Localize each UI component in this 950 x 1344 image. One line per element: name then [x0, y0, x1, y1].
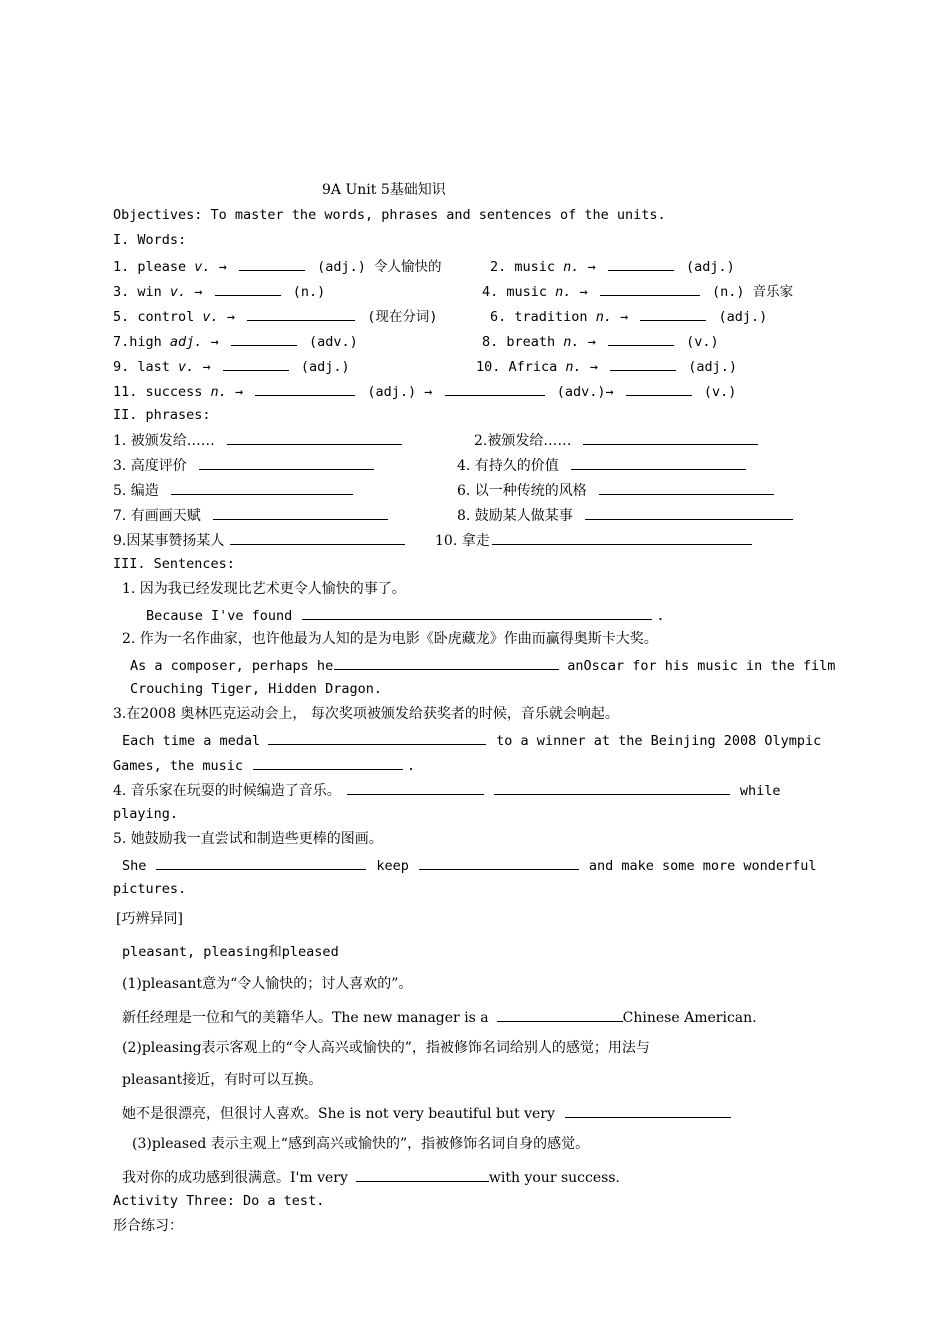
phrase-item-2: 2.被颁发给…… — [474, 430, 762, 450]
sentences-heading: III. Sentences: — [113, 556, 235, 572]
compare-words: pleasant, pleasing和pleased — [122, 944, 339, 960]
objectives: Objectives: To master the words, phrases and sentences of the units. — [113, 207, 666, 223]
sentence-5-chinese: 5. 她鼓励我一直尝试和制造些更棒的图画。 — [113, 831, 383, 847]
answer-blank[interactable] — [608, 256, 674, 271]
phrase-item-9: 9.因某事赞扬某人 — [113, 530, 409, 550]
phrase-item-8: 8. 鼓励某人做某事 — [457, 505, 797, 525]
answer-blank[interactable] — [213, 505, 388, 520]
answer-blank[interactable] — [334, 655, 559, 670]
answer-blank[interactable] — [239, 256, 305, 271]
sentence-4-english-cont: playing. — [113, 806, 179, 822]
answer-blank[interactable] — [302, 605, 652, 620]
answer-blank[interactable] — [253, 755, 403, 770]
phrase-item-10: 10. 拿走 — [435, 530, 756, 550]
answer-blank[interactable] — [247, 306, 355, 321]
answer-blank[interactable] — [497, 1007, 623, 1022]
answer-blank[interactable] — [599, 480, 774, 495]
sentence-1-chinese: 1. 因为我已经发现比艺术更令人愉快的事了。 — [122, 581, 406, 597]
answer-blank[interactable] — [231, 331, 297, 346]
word-item-10: 10. Africa n. → (adj.) — [476, 356, 737, 376]
compare-example-3: 我对你的成功感到很满意。I'm very with your success. — [122, 1167, 620, 1187]
answer-blank[interactable] — [626, 381, 692, 396]
phrases-heading: II. phrases: — [113, 407, 211, 423]
phrase-item-7: 7. 有画画天赋 — [113, 505, 392, 525]
answer-blank[interactable] — [419, 855, 579, 870]
sentence-5-english: She keep and make some more wonderful — [122, 855, 816, 875]
answer-blank[interactable] — [565, 1103, 731, 1118]
answer-blank[interactable] — [583, 430, 758, 445]
answer-blank[interactable] — [585, 505, 793, 520]
sentence-2-chinese: 2. 作为一名作曲家，也许他最为人知的是为电影《卧虎藏龙》作曲而赢得奥斯卡大奖。 — [122, 631, 658, 647]
word-item-1: 1. please v. → (adj.) 令人愉快的 — [113, 256, 442, 276]
answer-blank[interactable] — [268, 730, 486, 745]
answer-blank[interactable] — [571, 455, 746, 470]
answer-blank[interactable] — [600, 281, 700, 296]
sentence-2-english-cont: Crouching Tiger, Hidden Dragon. — [130, 681, 382, 697]
phrase-item-4: 4. 有持久的价值 — [457, 455, 750, 475]
word-item-4: 4. music n. → (n.) 音乐家 — [482, 281, 793, 301]
compare-example-1: 新任经理是一位和气的美籍华人。The new manager is a Chinese American. — [122, 1007, 757, 1027]
phrase-item-5: 5. 编造 — [113, 480, 357, 500]
answer-blank[interactable] — [494, 780, 730, 795]
word-item-8: 8. breath n. → (v.) — [482, 331, 719, 351]
answer-blank[interactable] — [347, 780, 484, 795]
word-item-11: 11. success n. → (adj.) → (adv.)→ (v.) — [113, 381, 736, 401]
answer-blank[interactable] — [156, 855, 366, 870]
sentence-1-english: Because I've found . — [146, 605, 664, 625]
answer-blank[interactable] — [227, 430, 402, 445]
word-item-3: 3. win v. → (n.) — [113, 281, 325, 301]
compare-item-2-cont: pleasant接近，有时可以互换。 — [122, 1072, 323, 1088]
compare-heading: [巧辨异同] — [116, 911, 183, 927]
sentence-2-english: As a composer, perhaps he anOscar for his music in the film — [130, 655, 835, 675]
words-heading: I. Words: — [113, 232, 187, 248]
answer-blank[interactable] — [492, 530, 752, 545]
word-item-2: 2. music n. → (adj.) — [490, 256, 735, 276]
sentence-3-chinese: 3.在2008 奥林匹克运动会上， 每次奖项被颁发给获奖者的时候，音乐就会响起。 — [113, 706, 619, 722]
page-title: 9A Unit 5基础知识 — [322, 182, 446, 198]
answer-blank[interactable] — [608, 331, 674, 346]
answer-blank[interactable] — [356, 1167, 489, 1182]
sentence-3-english: Each time a medal to a winner at the Beinjing 2008 Olympic — [122, 730, 821, 750]
word-item-6: 6. tradition n. → (adj.) — [490, 306, 767, 326]
answer-blank[interactable] — [223, 356, 289, 371]
activity-heading: Activity Three: Do a test. — [113, 1193, 325, 1209]
compare-item-1: (1)pleasant意为“令人愉快的；讨人喜欢的”。 — [122, 976, 413, 992]
answer-blank[interactable] — [199, 455, 374, 470]
word-item-7: 7.high adj. → (adv.) — [113, 331, 358, 351]
answer-blank[interactable] — [215, 281, 281, 296]
answer-blank[interactable] — [230, 530, 405, 545]
answer-blank[interactable] — [171, 480, 353, 495]
answer-blank[interactable] — [610, 356, 676, 371]
compare-item-2: (2)pleasing表示客观上的“令人高兴或愉快的”，指被修饰名词给别人的感觉；用法与 — [122, 1040, 650, 1056]
answer-blank[interactable] — [445, 381, 545, 396]
answer-blank[interactable] — [255, 381, 355, 396]
phrase-item-6: 6. 以一种传统的风格 — [457, 480, 778, 500]
compare-example-2: 她不是很漂亮，但很讨人喜欢。She is not very beautiful but very — [122, 1103, 735, 1123]
practice-heading: 形合练习： — [113, 1218, 183, 1234]
sentence-3-english-cont: Games, the music . — [113, 755, 415, 775]
word-item-9: 9. last v. → (adj.) — [113, 356, 350, 376]
compare-item-3: (3)pleased 表示主观上“感到高兴或愉快的”，指被修饰名词自身的感觉。 — [132, 1136, 590, 1152]
sentence-5-english-cont: pictures. — [113, 881, 187, 897]
phrase-item-3: 3. 高度评价 — [113, 455, 378, 475]
answer-blank[interactable] — [640, 306, 706, 321]
sentence-4: 4. 音乐家在玩耍的时候编造了音乐。 while — [113, 780, 780, 800]
word-item-5: 5. control v. → (现在分词) — [113, 306, 438, 326]
phrase-item-1: 1. 被颁发给…… — [113, 430, 406, 450]
